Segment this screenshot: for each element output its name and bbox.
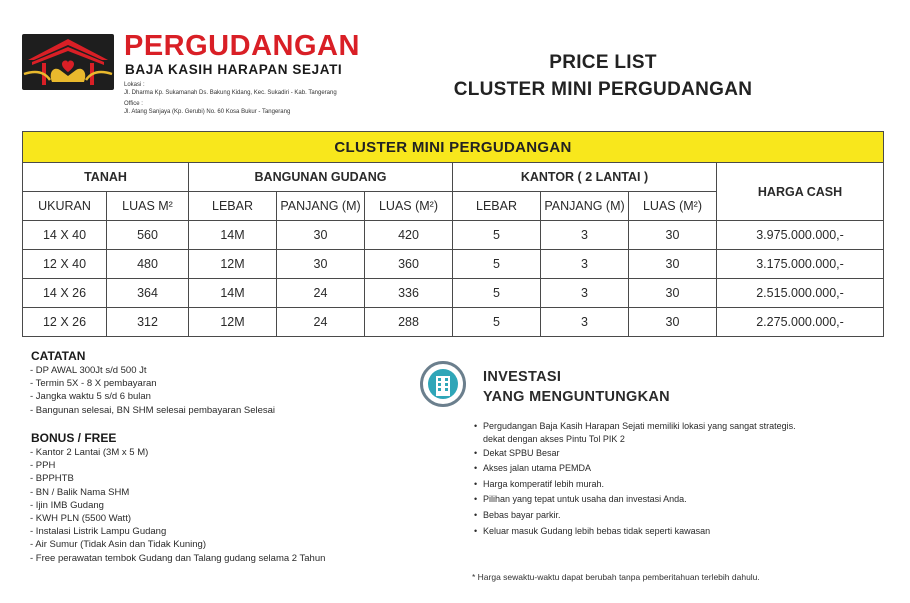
table-row: [23, 221, 884, 250]
list-item: • Pergudangan Baja Kasih Harapan Sejati memiliki lokasi yang sangat strategis.: [474, 419, 796, 435]
catatan-title: CATATAN: [31, 349, 86, 363]
col-header-lebar-bangunan: LEBAR: [189, 192, 277, 221]
cell-lebar-kantor: 5: [453, 308, 541, 337]
cell-ukuran: 12 X 40: [23, 250, 107, 279]
list-item: - Jangka waktu 5 s/d 6 bulan: [30, 391, 151, 403]
office-label: Office :: [124, 101, 143, 107]
table-title: CLUSTER MINI PERGUDANGAN: [23, 132, 884, 163]
cell-luas-bangunan: 360: [365, 250, 453, 279]
bullet-icon: •: [474, 463, 478, 474]
group-bangunan: BANGUNAN GUDANG: [189, 163, 453, 192]
table-row: [23, 279, 884, 308]
investasi-title: INVESTASI: [483, 369, 562, 385]
cell-luas-kantor: 30: [629, 250, 717, 279]
col-header-panjang-kantor: PANJANG (M): [541, 192, 629, 221]
group-harga-cash: HARGA CASH: [717, 163, 884, 221]
list-item: - BPPHTB: [30, 473, 74, 485]
list-item: • Keluar masuk Gudang lebih bebas tidak seperti kawasan: [474, 524, 796, 540]
lokasi-address: Jl. Dharma Kp. Sukamanah Ds. Bakung Kidang, Kec. Sukadiri - Kab. Tangerang: [124, 90, 337, 96]
cell-lebar-bangunan: 12M: [189, 308, 277, 337]
cell-lebar-bangunan: 14M: [189, 279, 277, 308]
col-header-luas-bangunan: LUAS (M²): [365, 192, 453, 221]
cell-ukuran: 14 X 26: [23, 279, 107, 308]
list-item: - Ijin IMB Gudang: [30, 499, 104, 511]
warehouse-logo-icon: [22, 34, 114, 90]
company-logo: [22, 34, 114, 90]
cell-lebar-kantor: 5: [453, 250, 541, 279]
cell-lebar-bangunan: 12M: [189, 250, 277, 279]
price-list-subtitle: CLUSTER MINI PERGUDANGAN: [453, 79, 753, 100]
bullet-icon: •: [474, 509, 478, 520]
list-item: - Kantor 2 Lantai (3M x 5 M): [30, 447, 149, 458]
cell-panjang-kantor: 3: [541, 221, 629, 250]
cell-luas-tanah: 312: [107, 308, 189, 337]
catatan-list: [30, 364, 275, 417]
cell-luas-bangunan: 420: [365, 221, 453, 250]
table-row: [23, 308, 884, 337]
cell-luas-tanah: 364: [107, 279, 189, 308]
cell-panjang-bangunan: 24: [277, 279, 365, 308]
cell-lebar-kantor: 5: [453, 279, 541, 308]
list-item: - Instalasi Listrik Lampu Gudang: [30, 526, 167, 538]
cell-luas-bangunan: 288: [365, 308, 453, 337]
investasi-subtitle: YANG MENGUNTUNGKAN: [483, 389, 670, 405]
investasi-list: [474, 419, 796, 539]
cell-harga-cash: 3.175.000.000,-: [717, 250, 884, 279]
cell-panjang-bangunan: 24: [277, 308, 365, 337]
cell-luas-bangunan: 336: [365, 279, 453, 308]
col-header-lebar-kantor: LEBAR: [453, 192, 541, 221]
list-item: • Harga komperatif lebih murah.: [474, 477, 796, 493]
cell-harga-cash: 2.515.000.000,-: [717, 279, 884, 308]
cell-panjang-kantor: 3: [541, 308, 629, 337]
lokasi-label: Lokasi :: [124, 82, 145, 88]
list-item: • Pilihan yang tepat untuk usaha dan investasi Anda.: [474, 492, 796, 508]
list-item: • Akses jalan utama PEMDA: [474, 461, 796, 477]
col-header-panjang-bangunan: PANJANG (M): [277, 192, 365, 221]
cell-panjang-bangunan: 30: [277, 250, 365, 279]
list-item: - Air Sumur (Tidak Asin dan Tidak Kuning): [30, 539, 207, 551]
bonus-list: [30, 446, 325, 565]
cell-lebar-bangunan: 14M: [189, 221, 277, 250]
cell-harga-cash: 3.975.000.000,-: [717, 221, 884, 250]
cell-luas-kantor: 30: [629, 308, 717, 337]
col-header-ukuran: UKURAN: [23, 192, 107, 221]
bullet-icon: •: [474, 447, 478, 458]
cell-luas-kantor: 30: [629, 279, 717, 308]
bullet-icon: •: [474, 421, 478, 431]
list-item: - DP AWAL 300Jt s/d 500 Jt: [30, 365, 147, 376]
list-item: - Bangunan selesai, BN SHM selesai pembayaran Selesai: [30, 404, 276, 416]
cell-ukuran: 12 X 26: [23, 308, 107, 337]
cell-panjang-kantor: 3: [541, 250, 629, 279]
bullet-icon: •: [474, 525, 478, 536]
cell-panjang-kantor: 3: [541, 279, 629, 308]
bullet-icon: •: [474, 494, 478, 505]
brand-title: PERGUDANGAN: [124, 30, 360, 62]
col-header-luas-kantor: LUAS (M²): [629, 192, 717, 221]
list-item: - BN / Balik Nama SHM: [30, 486, 130, 498]
list-item: - KWH PLN (5500 Watt): [30, 512, 132, 524]
cell-lebar-kantor: 5: [453, 221, 541, 250]
cell-ukuran: 14 X 40: [23, 221, 107, 250]
list-item: dekat dengan akses Pintu Tol PIK 2: [483, 433, 625, 444]
cell-panjang-bangunan: 30: [277, 221, 365, 250]
price-list-title: PRICE LIST: [549, 52, 657, 73]
col-header-luas-tanah: LUAS M²: [107, 192, 189, 221]
cell-luas-kantor: 30: [629, 221, 717, 250]
cell-luas-tanah: 560: [107, 221, 189, 250]
group-tanah: TANAH: [23, 163, 189, 192]
list-item: - PPH: [30, 460, 56, 472]
building-investment-icon: [420, 361, 466, 407]
list-item: - Free perawatan tembok Gudang dan Talang gudang selama 2 Tahun: [30, 552, 326, 564]
group-kantor: KANTOR ( 2 LANTAI ): [453, 163, 717, 192]
table-row: [23, 250, 884, 279]
list-item: - Termin 5X - 8 X pembayaran: [30, 378, 157, 390]
bonus-title: BONUS / FREE: [31, 431, 117, 445]
office-address: Jl. Atang Sanjaya (Kp. Gerubi) No. 60 Kosa Bukur - Tangerang: [124, 109, 291, 115]
list-item: • Bebas bayar parkir.: [474, 508, 796, 524]
brand-subtitle: BAJA KASIH HARAPAN SEJATI: [125, 62, 343, 77]
price-footnote: * Harga sewaktu-waktu dapat berubah tanpa pemberitahuan terlebih dahulu.: [472, 572, 760, 582]
list-item: • Dekat SPBU Besar: [474, 446, 796, 462]
bullet-icon: •: [474, 478, 478, 489]
price-table: [22, 131, 884, 337]
cell-luas-tanah: 480: [107, 250, 189, 279]
cell-harga-cash: 2.275.000.000,-: [717, 308, 884, 337]
